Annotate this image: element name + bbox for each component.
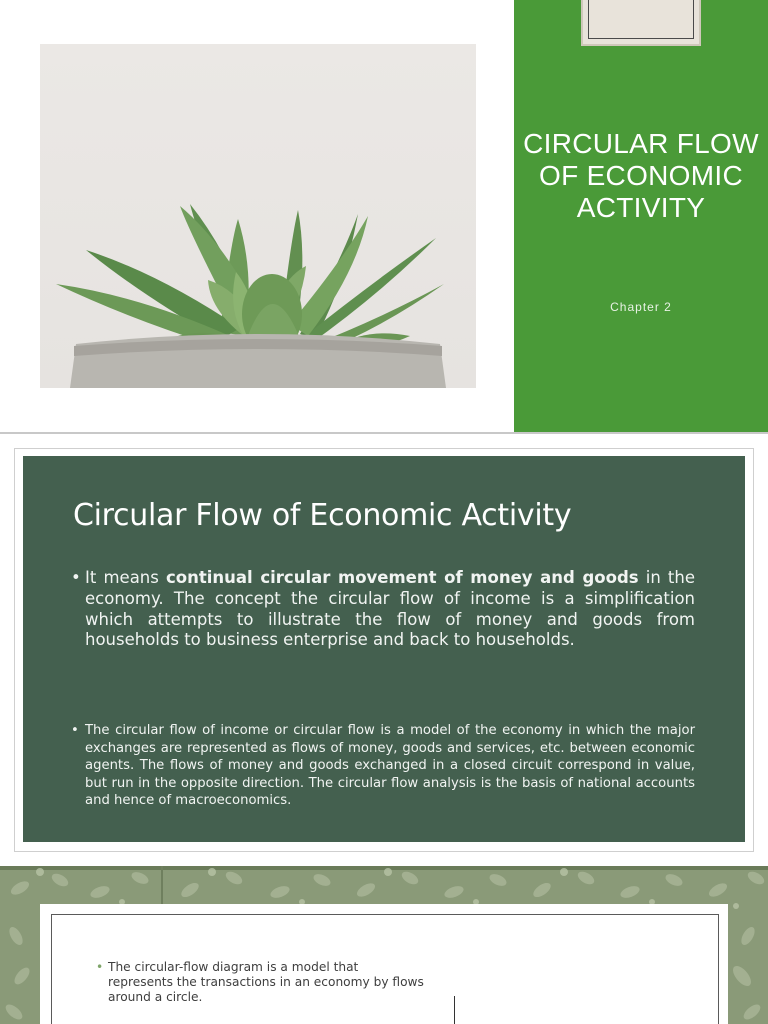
decorative-frame xyxy=(581,0,701,46)
slide-title xyxy=(0,0,768,432)
bullet-dot: • xyxy=(71,723,79,738)
bullet-dot: • xyxy=(71,568,81,587)
chapter-subtitle: Chapter 2 xyxy=(610,300,672,314)
succulent-photo xyxy=(40,44,476,388)
bullet-text: The circular flow of income or circular flow is a model of the economy in which the major exchanges are represented as flows of money, goods and services, etc. between economic agents. The flows of money and goods exchanged in a closed circuit correspond in value, but run in the opposite direction. The circular flow analysis is the basis of national accounts and hence of macroeconomics. xyxy=(85,723,695,809)
bullet-prefix: It means xyxy=(85,568,167,587)
bullet-diagram xyxy=(96,960,426,1006)
bullet-definition xyxy=(71,568,695,651)
slide-definition xyxy=(0,434,768,866)
title-panel xyxy=(514,0,768,432)
bullet-text: The circular-flow diagram is a model that represents the transactions in an economy by flows around a circle. xyxy=(108,960,424,1005)
decorative-frame-inner xyxy=(588,0,694,39)
presentation-title: CIRCULAR FLOW OF ECONOMIC ACTIVITY xyxy=(523,128,759,223)
succulent-illustration xyxy=(40,44,476,388)
diagram-line xyxy=(454,996,455,1024)
bullet-model xyxy=(71,722,695,810)
bullet-suffix: in the economy. The concept the circular flow of income is a simplification which attempts to illustrate the flow of money and goods from households to business enterprise and back to households. xyxy=(85,568,696,650)
bullet-dot: • xyxy=(96,960,104,974)
bullet-text xyxy=(71,568,695,651)
content-panel xyxy=(23,456,745,842)
slide-diagram xyxy=(0,866,768,1024)
bullet-emphasis: continual circular movement of money and goods xyxy=(166,568,639,587)
slide-heading: Circular Flow of Economic Activity xyxy=(73,498,572,533)
